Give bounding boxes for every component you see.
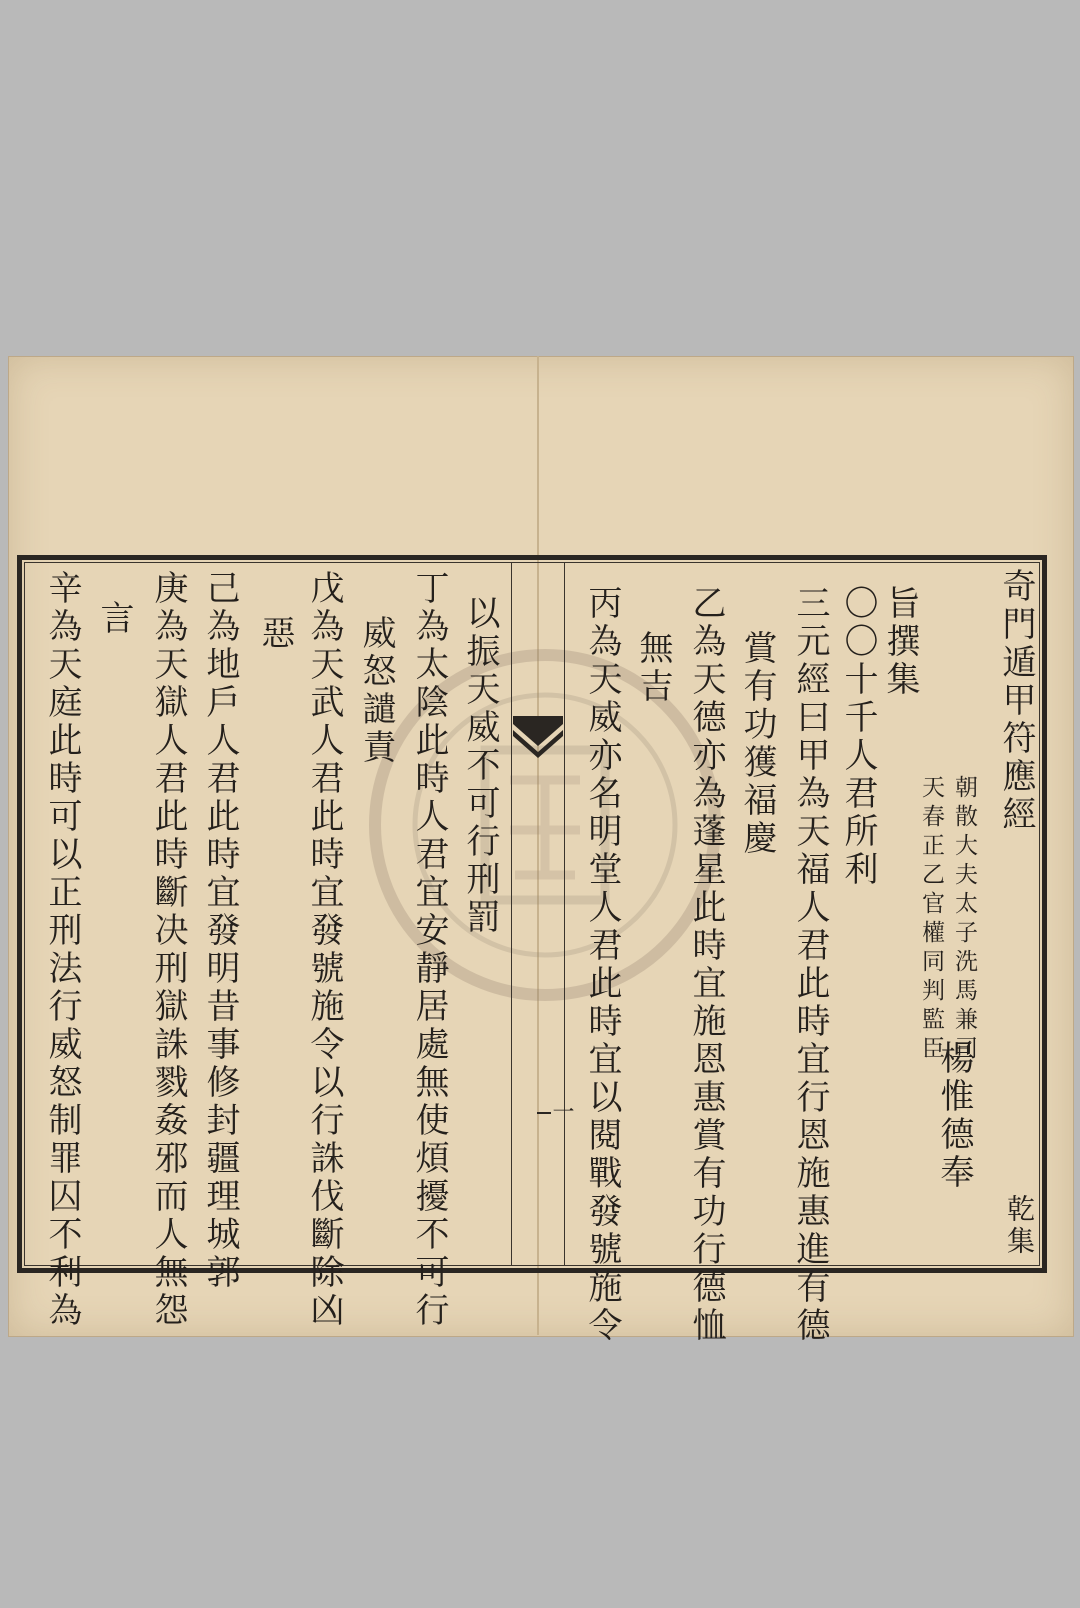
author-line-1: 朝散大夫太子洗馬兼司 <box>951 775 977 1065</box>
text-column: 三元經曰甲為天福人君此時宜行恩施惠進有德 <box>790 585 830 1345</box>
text-column: 言 <box>94 600 134 638</box>
text-column: 惡 <box>255 615 295 653</box>
text-column: 庚為天獄人君此時斷决刑獄誅戮姦邪而人無怨 <box>148 570 188 1330</box>
text-column: 戊為天武人君此時宜發號施令以行誅伐斷除凶 <box>304 570 344 1330</box>
volume-label: 乾集 <box>1003 1194 1036 1258</box>
text-column: 威怒譴責 <box>356 615 396 767</box>
author-name: 楊惟德奉 <box>934 1040 974 1192</box>
text-column: 乙為天德亦為蓬星此時宜施恩惠賞有功行德恤 <box>686 585 726 1345</box>
text-column: 無吉 <box>633 630 673 706</box>
section-head: 旨撰集 <box>880 585 920 699</box>
text-column: 丁為太陰此時人君宜安靜居處無使煩擾不可行 <box>409 570 449 1330</box>
fishtail-mark <box>513 716 563 760</box>
author-line-2: 天春正乙官權同判監臣 <box>918 775 944 1065</box>
text-column: 己為地戶人君此時宜發明昔事修封疆理城郭 <box>200 570 240 1292</box>
book-title: 奇門遁甲符應經 <box>996 568 1036 834</box>
text-column: 以振天威不可行刑罰 <box>460 595 500 937</box>
fold-page-number: 一 <box>549 1100 574 1126</box>
center-fold-strip <box>511 562 565 1266</box>
text-column: 辛為天庭此時可以正刑法行威怒制罪囚不利為 <box>42 570 82 1330</box>
text-column: 丙為天威亦名明堂人君此時宜以閱戰發號施令 <box>582 585 622 1345</box>
text-column: 賞有功獲福慶 <box>737 630 777 858</box>
text-column: 〇〇十千人君所利 <box>838 585 878 889</box>
